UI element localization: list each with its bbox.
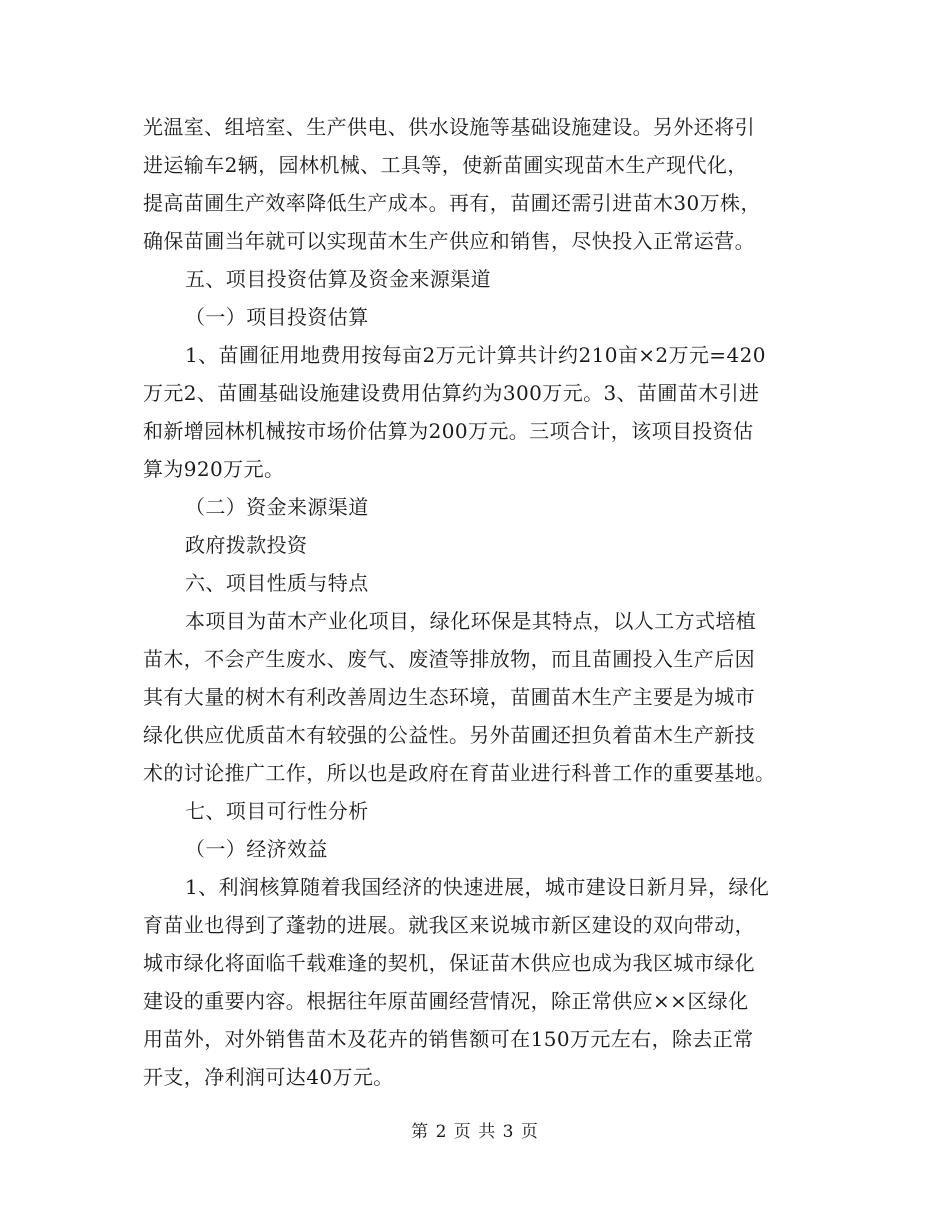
page-number-footer: 第 2 页 共 3 页 (411, 1122, 539, 1142)
text-line: 政府拨款投资 (185, 533, 308, 557)
text-line: 绿化供应优质苗木有较强的公益性。另外苗圃还担负着苗木生产新技 (143, 723, 755, 747)
text-line: 和新增园林机械按市场价估算为200万元。三项合计，该项目投资估 (143, 419, 754, 443)
text-line: （二）资金来源渠道 (185, 495, 369, 519)
text-line: 1、利润核算随着我国经济的快速进展，城市建设日新月异，绿化 (185, 875, 770, 899)
text-line: 算为920万元。 (143, 457, 285, 481)
document-body (143, 108, 811, 1096)
text-line: 建设的重要内容。根据往年原苗圃经营情况，除正常供应××区绿化 (143, 989, 749, 1013)
text-line: 城市绿化将面临千载难逢的契机，保证苗木供应也成为我区城市绿化 (143, 951, 755, 975)
text-line: 术的讨论推广工作，所以也是政府在育苗业进行科普工作的重要基地。 (143, 761, 776, 785)
text-line: 本项目为苗木产业化项目，绿化环保是其特点，以人工方式培植 (185, 609, 757, 633)
text-line: （一）经济效益 (185, 837, 328, 861)
text-line: 万元2、苗圃基础设施建设费用估算约为300万元。3、苗圃苗木引进 (143, 381, 760, 405)
text-line: 其有大量的树木有利改善周边生态环境，苗圃苗木生产主要是为城市 (143, 685, 755, 709)
text-line: 六、项目性质与特点 (185, 571, 369, 595)
text-line: 育苗业也得到了蓬勃的进展。就我区来说城市新区建设的双向带动， (143, 913, 755, 937)
text-line: 提高苗圃生产效率降低生产成本。再有，苗圃还需引进苗木30万株， (143, 191, 761, 215)
text-line: 苗木，不会产生废水、废气、废渣等排放物，而且苗圃投入生产后因 (143, 647, 755, 671)
text-line: （一）项目投资估算 (185, 305, 369, 329)
text-line: 光温室、组培室、生产供电、供水设施等基础设施建设。另外还将引 (143, 115, 755, 139)
text-line: 1、苗圃征用地费用按每亩2万元计算共计约210亩×2万元=420 (185, 343, 766, 367)
text-line: 五、项目投资估算及资金来源渠道 (185, 267, 491, 291)
text-line: 确保苗圃当年就可以实现苗木生产供应和销售，尽快投入正常运营。 (143, 229, 755, 253)
text-line: 七、项目可行性分析 (185, 799, 369, 823)
text-line: 开支，净利润可达40万元。 (143, 1065, 394, 1089)
text-line: 用苗外，对外销售苗木及花卉的销售额可在150万元左右，除去正常 (143, 1027, 754, 1051)
text-line: 进运输车2辆，园林机械、工具等，使新苗圃实现苗木生产现代化， (143, 153, 748, 177)
